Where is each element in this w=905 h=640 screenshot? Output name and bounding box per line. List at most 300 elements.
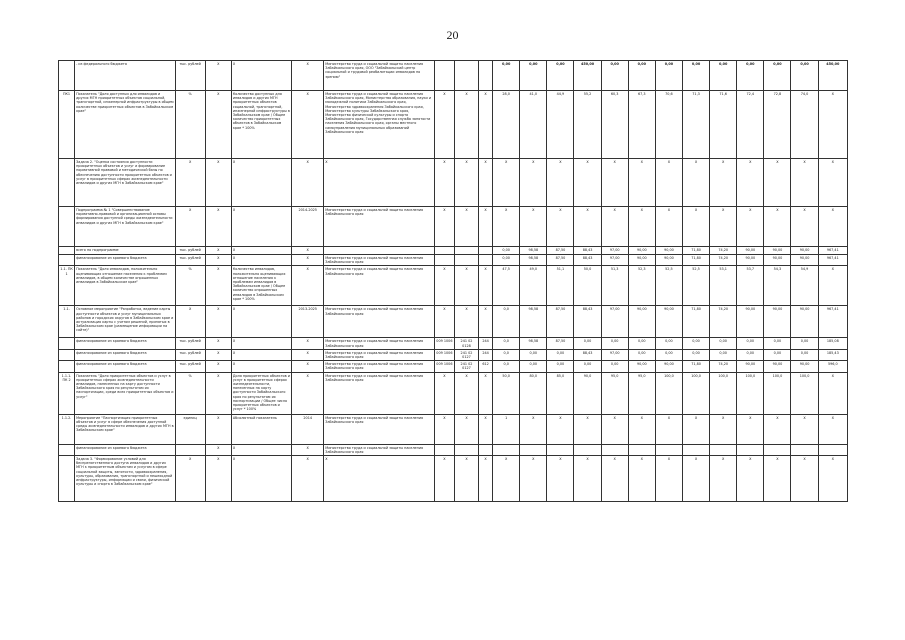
table-cell (818, 444, 847, 455)
table-cell: 50,0 (493, 372, 520, 414)
table-cell: X (292, 361, 324, 372)
table-row (59, 207, 848, 247)
table-cell: X (479, 372, 493, 414)
table-cell: X (547, 456, 574, 502)
table-cell: X (434, 414, 454, 444)
table-cell: Министерство труда и социальной защиты населения Забайкальского края (324, 338, 435, 349)
table-cell: X (175, 306, 205, 338)
table-cell: X (205, 255, 231, 266)
table-cell: X (454, 207, 478, 247)
table-cell: Министерство труда и социальной защиты населения Забайкальского края (324, 349, 435, 360)
program-table-sheet (58, 60, 848, 502)
table-cell: X (205, 247, 231, 255)
table-cell: Количество инвалидов, положительно оценивающих отношение населения к проблемам инвалидов в Забайкальском крае / Общее количество опрошенных инвалидов в Забайкальском крае * 100% (231, 266, 291, 306)
table-cell: 009 1006 (434, 349, 454, 360)
table-cell: X (324, 456, 435, 502)
table-cell: X (231, 306, 291, 338)
table-cell: 0,0 (493, 338, 520, 349)
table-cell: 0,00 (520, 349, 547, 360)
table-cell: 0,00 (791, 61, 818, 91)
table-cell (764, 444, 791, 455)
table-cell: X (454, 159, 478, 207)
table-cell: 90,00 (764, 247, 791, 255)
table-cell: 90,00 (764, 361, 791, 372)
table-cell: 90,00 (764, 255, 791, 266)
table-cell: X (231, 61, 291, 91)
table-cell: X (479, 306, 493, 338)
table-cell: X (479, 456, 493, 502)
table-cell (324, 247, 435, 255)
table-cell: 0,00 (493, 61, 520, 91)
table-cell: 0,00 (764, 61, 791, 91)
table-cell: X (479, 207, 493, 247)
table-cell: X (175, 159, 205, 207)
table-cell: 88,43 (574, 255, 601, 266)
table-cell: X (628, 159, 655, 207)
table-cell: 185,43 (818, 349, 847, 360)
table-cell: X (574, 159, 601, 207)
table-cell: Абсолютный показатель (231, 414, 291, 444)
table-cell: Показатель "Доля доступных для инвалидов и других МГН приоритетных объектов социальной, транспортной, инженерной инфраструктуры в общем количестве приоритетных объектов в Забайкальском крае" (75, 91, 176, 159)
table-cell: 100,0 (737, 372, 764, 414)
table-cell: 72,8 (764, 91, 791, 159)
table-cell: 28,0 (493, 91, 520, 159)
table-cell: финансирование из краевого бюджета (75, 255, 176, 266)
table-body (59, 61, 848, 502)
table-cell: X (292, 255, 324, 266)
table-cell: 0,0 (493, 349, 520, 360)
table-cell: 52,5 (682, 266, 709, 306)
table-cell: X (764, 414, 791, 444)
table-cell: X (205, 207, 231, 247)
table-cell: X (655, 456, 682, 502)
table-cell: 71,80 (682, 255, 709, 266)
table-cell: 74,0 (791, 91, 818, 159)
table-cell (682, 444, 709, 455)
table-cell (547, 444, 574, 455)
table-cell: 0,00 (655, 349, 682, 360)
table-cell: - из федерального бюджета (75, 61, 176, 91)
table-cell: X (205, 266, 231, 306)
table-cell: 0,00 (601, 61, 628, 91)
table-cell: 90,00 (791, 361, 818, 372)
table-cell: 0,00 (791, 338, 818, 349)
table-cell: 0,00 (574, 361, 601, 372)
table-cell: 74,20 (710, 255, 737, 266)
table-cell (454, 61, 478, 91)
table-cell (737, 444, 764, 455)
table-cell (434, 247, 454, 255)
table-cell (655, 444, 682, 455)
table-cell (59, 349, 75, 360)
table-cell: 612 (479, 361, 493, 372)
table-cell: X (493, 456, 520, 502)
table-cell: X (628, 456, 655, 502)
table-cell: X (454, 266, 478, 306)
table-cell: X (205, 91, 231, 159)
table-cell: 0,00 (710, 61, 737, 91)
table-cell: X (818, 372, 847, 414)
table-cell: 0,00 (520, 61, 547, 91)
table-cell: 0,00 (628, 61, 655, 91)
table-cell: 71,80 (682, 361, 709, 372)
table-cell: X (791, 414, 818, 444)
table-cell: 241 02 0127 (454, 361, 478, 372)
table-cell (479, 255, 493, 266)
table-cell: X (292, 247, 324, 255)
table-cell (493, 444, 520, 455)
table-cell: 0,00 (520, 361, 547, 372)
table-cell: 0,00 (737, 338, 764, 349)
table-cell: 0,00 (764, 338, 791, 349)
table-cell: X (434, 207, 454, 247)
table-cell: X (520, 207, 547, 247)
page-number: 20 (446, 28, 459, 42)
table-cell: X (493, 207, 520, 247)
table-cell: 74,20 (710, 247, 737, 255)
table-cell: X (710, 207, 737, 247)
table-cell (454, 255, 478, 266)
table-cell (791, 444, 818, 455)
table-cell: X (818, 414, 847, 444)
table-cell: тыс. рублей (175, 255, 205, 266)
table-cell: Министерство труда и социальной защиты населения Забайкальского края (324, 414, 435, 444)
table-cell: X (547, 159, 574, 207)
table-cell: 90,00 (791, 255, 818, 266)
table-cell: 241 02 0127 (454, 349, 478, 360)
table-cell: 53,1 (710, 266, 737, 306)
table-cell: X (547, 414, 574, 444)
table-cell (59, 247, 75, 255)
table-cell: X (175, 456, 205, 502)
table-cell (434, 255, 454, 266)
table-cell (434, 444, 454, 455)
table-row (59, 456, 848, 502)
table-cell: % (175, 266, 205, 306)
table-cell: X (454, 456, 478, 502)
table-cell: % (175, 91, 205, 159)
table-cell: 90,00 (655, 247, 682, 255)
table-cell: X (175, 207, 205, 247)
table-cell: Задача 2. "Оценка состояния доступности приоритетных объектов и услуг и формирование нормативной правовой и методической базы по обеспечению доступности приоритетных объектов и услуг в приоритетных сферах жизнедеятельности инвалидов и других МГН в Забайкальском крае" (75, 159, 176, 207)
table-cell (175, 444, 205, 455)
table-cell: X (818, 266, 847, 306)
table-cell: X (574, 207, 601, 247)
table-cell: 0,00 (710, 349, 737, 360)
table-cell: 100,0 (682, 372, 709, 414)
table-cell: 100,0 (764, 372, 791, 414)
table-cell: 450,00 (574, 61, 601, 91)
table-cell: 88,43 (574, 247, 601, 255)
table-cell: 967,41 (818, 255, 847, 266)
table-cell: 60,3 (601, 91, 628, 159)
table-cell: X (682, 414, 709, 444)
table-cell: 0,00 (601, 361, 628, 372)
table-cell: 0,00 (737, 61, 764, 91)
table-cell: X (231, 338, 291, 349)
table-cell: 51,1 (547, 266, 574, 306)
table-cell: X (764, 159, 791, 207)
table-cell: 88,43 (574, 349, 601, 360)
table-cell: 0,00 (574, 338, 601, 349)
table-cell: Министерство труда и социальной защиты населения Забайкальского края (324, 255, 435, 266)
table-cell: 98,58 (520, 255, 547, 266)
table-cell: 90,00 (655, 255, 682, 266)
table-cell: 0,00 (601, 338, 628, 349)
table-cell: 90,00 (737, 247, 764, 255)
table-cell: X (292, 456, 324, 502)
table-cell: X (764, 207, 791, 247)
table-cell: X (818, 207, 847, 247)
table-cell: финансирование из краевого бюджета (75, 338, 176, 349)
table-cell: 241 02 0128 (454, 338, 478, 349)
table-cell: финансирование из краевого бюджета (75, 361, 176, 372)
table-cell: 97,00 (601, 255, 628, 266)
table-cell: X (454, 414, 478, 444)
table-cell: 1.1. ПК 1 (59, 266, 75, 306)
table-cell (454, 247, 478, 255)
table-cell: 71,3 (682, 91, 709, 159)
table-cell: 90,00 (655, 361, 682, 372)
table-cell: 0,00 (547, 61, 574, 91)
table-cell: Основное мероприятие "Разработка, ведение карты доступности объектов и услуг муниципальных районов и городских округов в Забайкальском крае и актуализация карты с учетом решений, принятых в Забайкальском крае (размещение информации на сайте)" (75, 306, 176, 338)
table-cell: X (574, 414, 601, 444)
table-cell: 1.1. (59, 306, 75, 338)
table-cell: 70,6 (655, 91, 682, 159)
table-cell: X (292, 338, 324, 349)
table-cell: X (601, 207, 628, 247)
table-cell: X (231, 456, 291, 502)
table-cell: тыс. рублей (175, 61, 205, 91)
table-cell: X (493, 159, 520, 207)
table-cell: 87,50 (547, 247, 574, 255)
table-cell: X (434, 372, 454, 414)
table-cell: X (205, 159, 231, 207)
table-cell: X (479, 266, 493, 306)
table-cell: X (292, 91, 324, 159)
table-cell: 967,41 (818, 306, 847, 338)
table-cell: 90,00 (628, 247, 655, 255)
table-cell: 0,00 (547, 349, 574, 360)
table-cell: единиц (175, 414, 205, 444)
table-cell: X (292, 159, 324, 207)
table-cell (434, 61, 454, 91)
table-cell: X (454, 306, 478, 338)
table-cell: X (454, 91, 478, 159)
table-cell: X (231, 361, 291, 372)
table-cell: X (628, 207, 655, 247)
table-cell: Доля приоритетных объектов и услуг в приоритетных сферах жизнедеятельности, нанесенных на карту доступности Забайкальского края по результатам их паспортизации / Общее число приоритетных объектов и услуг * 100% (231, 372, 291, 414)
table-cell: X (434, 266, 454, 306)
table-cell: 90,00 (628, 255, 655, 266)
table-cell: 50,0 (574, 266, 601, 306)
table-cell: 90,0 (574, 372, 601, 414)
table-row (59, 372, 848, 414)
table-cell: X (818, 159, 847, 207)
table-cell: 009 1006 (434, 338, 454, 349)
table-cell: X (205, 349, 231, 360)
table-cell: 52,5 (655, 266, 682, 306)
table-row (59, 266, 848, 306)
table-cell (59, 61, 75, 91)
table-cell: 71,80 (682, 306, 709, 338)
table-cell: X (205, 338, 231, 349)
table-cell: 1.1.2. (59, 414, 75, 444)
table-cell (479, 61, 493, 91)
table-cell: 450,00 (818, 61, 847, 91)
table-cell: X (601, 159, 628, 207)
table-cell: X (479, 159, 493, 207)
table-row (59, 61, 848, 91)
table-cell: X (710, 414, 737, 444)
table-cell: 0,00 (547, 361, 574, 372)
table-cell: 0,00 (710, 338, 737, 349)
table-cell: 90,00 (737, 361, 764, 372)
table-cell: X (791, 456, 818, 502)
table-cell: 97,00 (601, 349, 628, 360)
table-cell: X (737, 414, 764, 444)
table-cell: Задача 3. "Формирование условий для беспрепятственного доступа инвалидов и других МГН к приоритетным объектам и услугам в сфере социальной защиты, занятости, здравоохранения, культуры, образования, транспортной и пешеходной инфраструктуры, информации и связи, физической культуры и спорта в Забайкальском крае" (75, 456, 176, 502)
table-cell: 51,3 (601, 266, 628, 306)
table-cell: 52,3 (628, 266, 655, 306)
table-cell: X (520, 456, 547, 502)
table-cell: 009 1006 (434, 361, 454, 372)
table-cell: 97,00 (601, 306, 628, 338)
table-cell: X (520, 414, 547, 444)
table-cell: тыс. рублей (175, 361, 205, 372)
table-cell: 0,00 (628, 338, 655, 349)
table-cell: 2014 (292, 414, 324, 444)
table-cell: 967,41 (818, 247, 847, 255)
table-cell: Министерство труда и социальной защиты населения Забайкальского края (324, 444, 435, 455)
table-cell: X (434, 91, 454, 159)
table-row (59, 444, 848, 455)
table-cell: 2013-2025 (292, 306, 324, 338)
table-cell: Министерство труда и социальной защиты населения Забайкальского края (324, 306, 435, 338)
table-cell: X (682, 159, 709, 207)
table-cell: 98,58 (520, 338, 547, 349)
table-cell: X (737, 159, 764, 207)
table-cell: X (205, 414, 231, 444)
table-row (59, 414, 848, 444)
table-cell: 53,7 (737, 266, 764, 306)
table-cell (601, 444, 628, 455)
table-cell: 98,58 (520, 247, 547, 255)
table-cell: 85,0 (547, 372, 574, 414)
table-cell: X (479, 414, 493, 444)
table-cell: X (231, 159, 291, 207)
table-cell: 244 (479, 349, 493, 360)
table-cell: финансирование из краевого бюджета (75, 444, 176, 455)
table-cell: X (655, 207, 682, 247)
table-cell: X (292, 61, 324, 91)
table-cell: 90,00 (764, 306, 791, 338)
table-cell (574, 444, 601, 455)
program-table (58, 60, 848, 502)
table-cell: 67,3 (628, 91, 655, 159)
table-cell: X (205, 372, 231, 414)
table-cell: 90,00 (737, 255, 764, 266)
table-cell: Министерство труда и социальной защиты населения Забайкальского края (324, 372, 435, 414)
table-cell: X (231, 247, 291, 255)
table-row (59, 91, 848, 159)
table-cell: 87,50 (547, 255, 574, 266)
table-cell: X (710, 159, 737, 207)
table-cell: 87,50 (547, 338, 574, 349)
table-cell: тыс. рублей (175, 338, 205, 349)
table-cell: X (655, 414, 682, 444)
table-cell: 44,9 (547, 91, 574, 159)
table-cell: 90,00 (791, 247, 818, 255)
table-cell: 100,0 (655, 372, 682, 414)
table-cell (59, 338, 75, 349)
table-cell: Показатель "Доля инвалидов, положительно оценивающих отношение населения к проблемам инвалидов, в общем количестве опрошенных инвалидов в Забайкальском крае" (75, 266, 176, 306)
table-cell (59, 255, 75, 266)
table-cell: всего по подпрограмме (75, 247, 176, 255)
table-cell: X (205, 306, 231, 338)
table-cell (628, 444, 655, 455)
table-cell: Показатель "Доля приоритетных объектов и услуг в приоритетных сферах жизнедеятельности инвалидов, нанесенных на карту доступности Забайкальского края по результатам их паспортизации, среди всех приоритетных объектов и услуг" (75, 372, 176, 414)
table-cell: 2014-2025 (292, 207, 324, 247)
table-cell (59, 207, 75, 247)
table-cell: Министерство труда и социальной защиты населения Забайкальского края, ООО "Забайкальский центр социальной и трудовой реабилитации инвалидов по зрению" (324, 61, 435, 91)
table-cell (710, 444, 737, 455)
table-cell: 244 (479, 338, 493, 349)
table-cell: X (764, 456, 791, 502)
table-cell: X (231, 207, 291, 247)
table-cell: 95,0 (628, 372, 655, 414)
table-cell: X (231, 444, 291, 455)
table-cell: 0,00 (682, 349, 709, 360)
table-cell: тыс. рублей (175, 247, 205, 255)
table-cell: 596,0 (818, 361, 847, 372)
table-cell: 47,5 (493, 266, 520, 306)
table-cell: X (292, 372, 324, 414)
table-cell: 0,0 (493, 306, 520, 338)
table-cell: 0,00 (655, 338, 682, 349)
table-cell: Министерство труда и социальной защиты населения Забайкальского края (324, 266, 435, 306)
table-cell: 74,20 (710, 361, 737, 372)
table-cell: 88,43 (574, 306, 601, 338)
table-cell: X (791, 207, 818, 247)
table-cell: 0,00 (791, 349, 818, 360)
table-cell: 71,80 (682, 247, 709, 255)
table-row (59, 255, 848, 266)
table-cell: 90,00 (737, 306, 764, 338)
table-cell: 54,3 (764, 266, 791, 306)
table-cell: тыс. рублей (175, 349, 205, 360)
table-cell: X (434, 306, 454, 338)
table-cell (59, 444, 75, 455)
table-cell: 90,00 (628, 306, 655, 338)
table-cell: 97,00 (601, 247, 628, 255)
table-cell: Министерство труда и социальной защиты населения Забайкальского края (324, 207, 435, 247)
table-cell: финансирование из краевого бюджета (75, 349, 176, 360)
table-cell (479, 247, 493, 255)
table-cell: X (710, 456, 737, 502)
table-cell: X (434, 159, 454, 207)
table-cell (59, 361, 75, 372)
table-row (59, 349, 848, 360)
table-cell: ПК1 (59, 91, 75, 159)
table-cell: 0,00 (764, 349, 791, 360)
table-cell: Подпрограмма № 1 "Совершенствование нормативно-правовой и организационной основы формирования доступной среды жизнедеятельности инвалидов и других МГН в Забайкальском крае" (75, 207, 176, 247)
table-cell: 100,0 (791, 372, 818, 414)
table-cell: X (479, 91, 493, 159)
table-cell: Количество доступных для инвалидов и других МГН приоритетных объектов социальной, транспортной, инженерной инфраструктуры в Забайкальском крае / Общее количество приоритетных объектов в Забайкальском крае * 100% (231, 91, 291, 159)
table-cell: Министерство труда и социальной защиты населения Забайкальского края, Министерство образования, науки и молодежной политики Забайкальского края, Министерство здравоохранения Забайкальского края, Министерство культуры Забайкальского края, Министерство физической культуры и спорта Забайкальского края, Государственная служба занятости населения Забайкальского края, органы местного самоуправления муниципальных образований Забайкальского края (324, 91, 435, 159)
table-cell: 0,00 (655, 61, 682, 91)
